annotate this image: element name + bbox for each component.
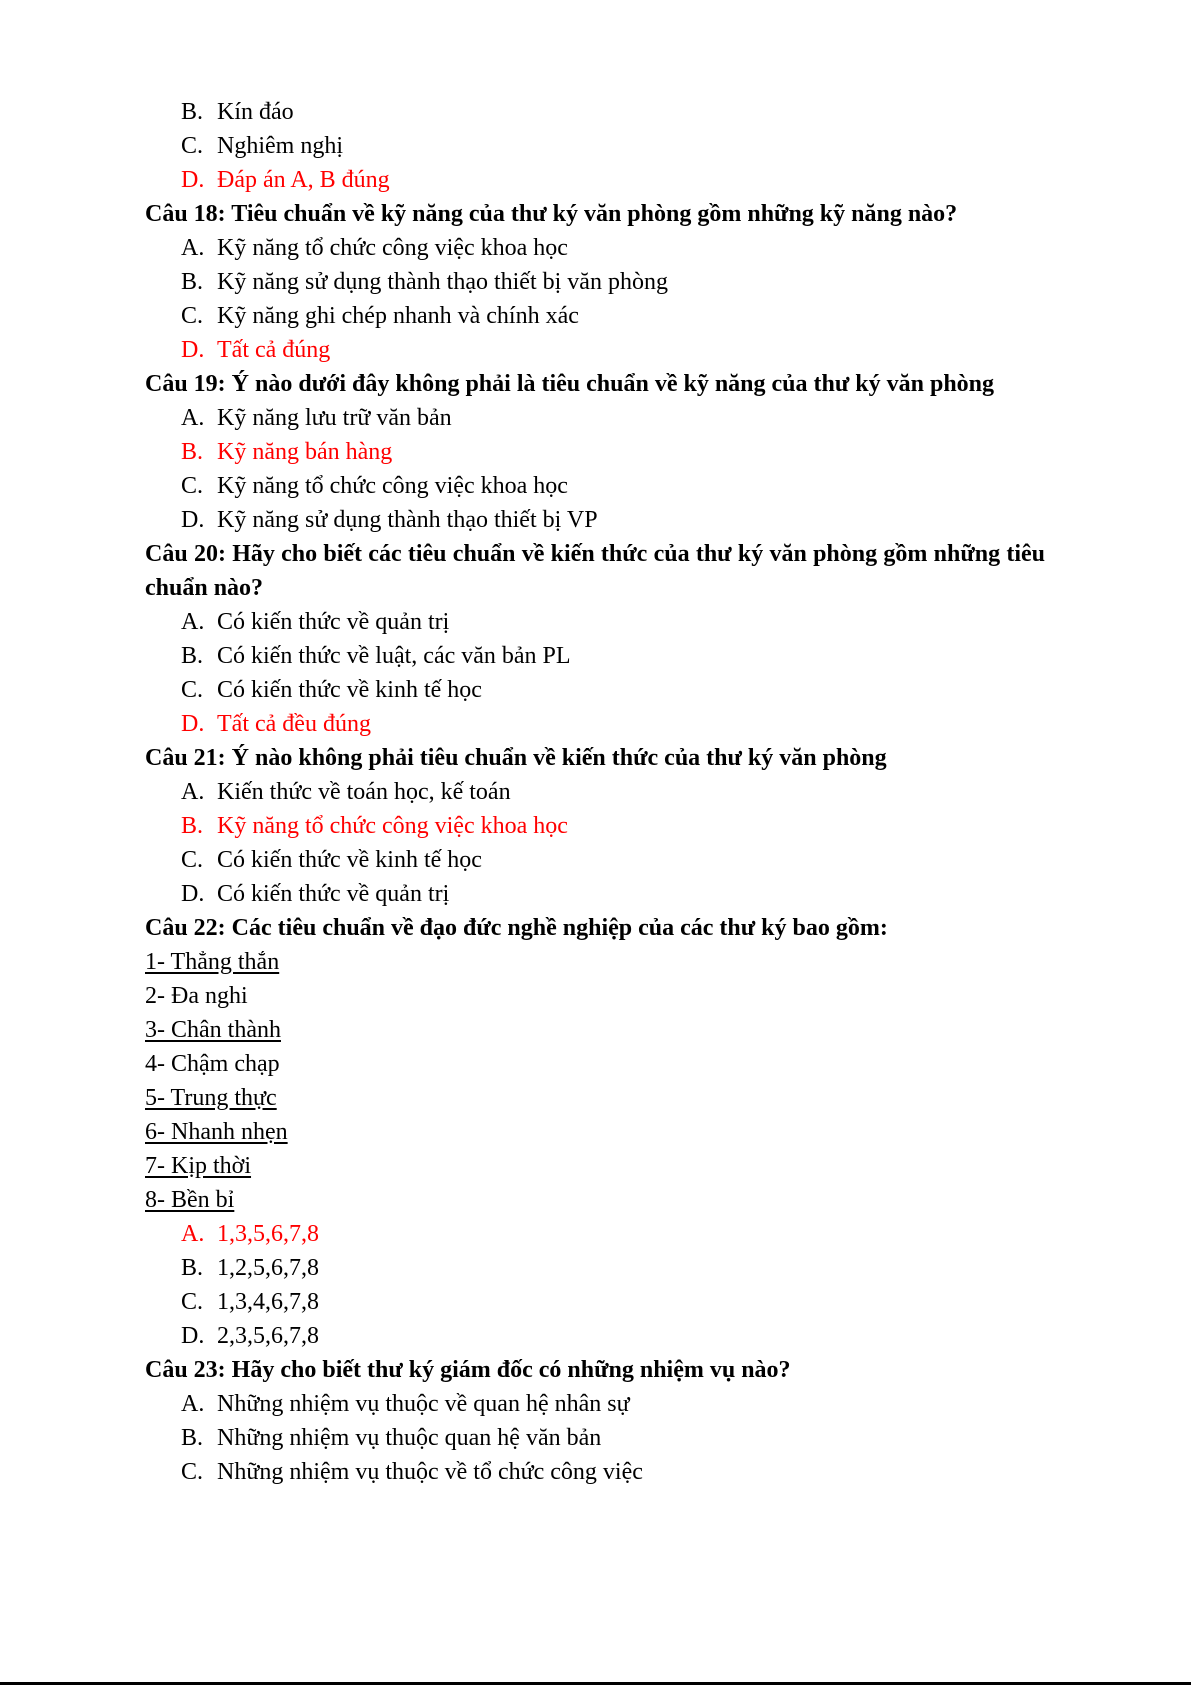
q20-option-d-correct: D. Tất cả đều đúng bbox=[181, 711, 371, 737]
q22-item-7: 7- Kịp thời bbox=[145, 1153, 252, 1179]
q22-option-c: C. 1,3,4,6,7,8 bbox=[181, 1289, 319, 1315]
q21-option-d: D. Có kiến thức về quản trị bbox=[181, 881, 450, 907]
q19-option-b-correct: B. Kỹ năng bán hàng bbox=[181, 439, 393, 465]
q19-option-c: C. Kỹ năng tổ chức công việc khoa học bbox=[181, 473, 568, 499]
q22-item-3: 3- Chân thành bbox=[145, 1017, 281, 1043]
q18-option-a: A. Kỹ năng tổ chức công việc khoa học bbox=[181, 235, 568, 261]
question-23: Câu 23: Hãy cho biết thư ký giám đốc có những nhiệm vụ nào? bbox=[145, 1357, 791, 1383]
q21-option-a: A. Kiến thức về toán học, kế toán bbox=[181, 779, 511, 805]
q20-option-b: B. Có kiến thức về luật, các văn bản PL bbox=[181, 643, 571, 669]
q19-option-a: A. Kỹ năng lưu trữ văn bản bbox=[181, 405, 452, 431]
q19-option-d: D. Kỹ năng sử dụng thành thạo thiết bị VP bbox=[181, 507, 598, 533]
q18-option-c: C. Kỹ năng ghi chép nhanh và chính xác bbox=[181, 303, 579, 329]
question-22: Câu 22: Các tiêu chuẩn về đạo đức nghề nghiệp của các thư ký bao gồm: bbox=[145, 915, 888, 941]
q21-option-c: C. Có kiến thức về kinh tế học bbox=[181, 847, 482, 873]
q22-item-8: 8- Bền bỉ bbox=[145, 1187, 235, 1213]
q22-option-d: D. 2,3,5,6,7,8 bbox=[181, 1323, 319, 1349]
q22-option-a-correct: A. 1,3,5,6,7,8 bbox=[181, 1221, 319, 1247]
q22-option-b: B. 1,2,5,6,7,8 bbox=[181, 1255, 319, 1281]
q22-item-1: 1- Thẳng thắn bbox=[145, 949, 280, 975]
q17-option-b: B. Kín đáo bbox=[181, 99, 294, 125]
q21-option-b-correct: B. Kỹ năng tổ chức công việc khoa học bbox=[181, 813, 568, 839]
question-21: Câu 21: Ý nào không phải tiêu chuẩn về kiến thức của thư ký văn phòng bbox=[145, 745, 887, 771]
q22-item-6: 6- Nhanh nhẹn bbox=[145, 1119, 288, 1145]
question-18: Câu 18: Tiêu chuẩn về kỹ năng của thư ký văn phòng gồm những kỹ năng nào? bbox=[145, 201, 958, 227]
q23-option-a: A. Những nhiệm vụ thuộc về quan hệ nhân sự bbox=[181, 1391, 630, 1417]
q18-option-d-correct: D. Tất cả đúng bbox=[181, 337, 331, 363]
question-19: Câu 19: Ý nào dưới đây không phải là tiêu chuẩn về kỹ năng của thư ký văn phòng bbox=[145, 371, 995, 397]
question-20: Câu 20: Hãy cho biết các tiêu chuẩn về kiến thức của thư ký văn phòng gồm những tiêu chuẩn nào? bbox=[145, 541, 1045, 601]
q18-option-b: B. Kỹ năng sử dụng thành thạo thiết bị văn phòng bbox=[181, 269, 668, 295]
q17-option-d-correct: D. Đáp án A, B đúng bbox=[181, 167, 390, 193]
q23-option-b: B. Những nhiệm vụ thuộc quan hệ văn bản bbox=[181, 1425, 602, 1451]
q22-item-2: 2- Đa nghi bbox=[145, 983, 248, 1009]
document-page bbox=[145, 95, 1045, 1489]
q22-item-5: 5- Trung thực bbox=[145, 1085, 277, 1111]
q23-option-c: C. Những nhiệm vụ thuộc về tổ chức công việc bbox=[181, 1459, 643, 1485]
q17-option-c: C. Nghiêm nghị bbox=[181, 133, 343, 159]
q22-item-4: 4- Chậm chạp bbox=[145, 1051, 280, 1077]
q20-option-a: A. Có kiến thức về quản trị bbox=[181, 609, 450, 635]
q20-option-c: C. Có kiến thức về kinh tế học bbox=[181, 677, 482, 703]
